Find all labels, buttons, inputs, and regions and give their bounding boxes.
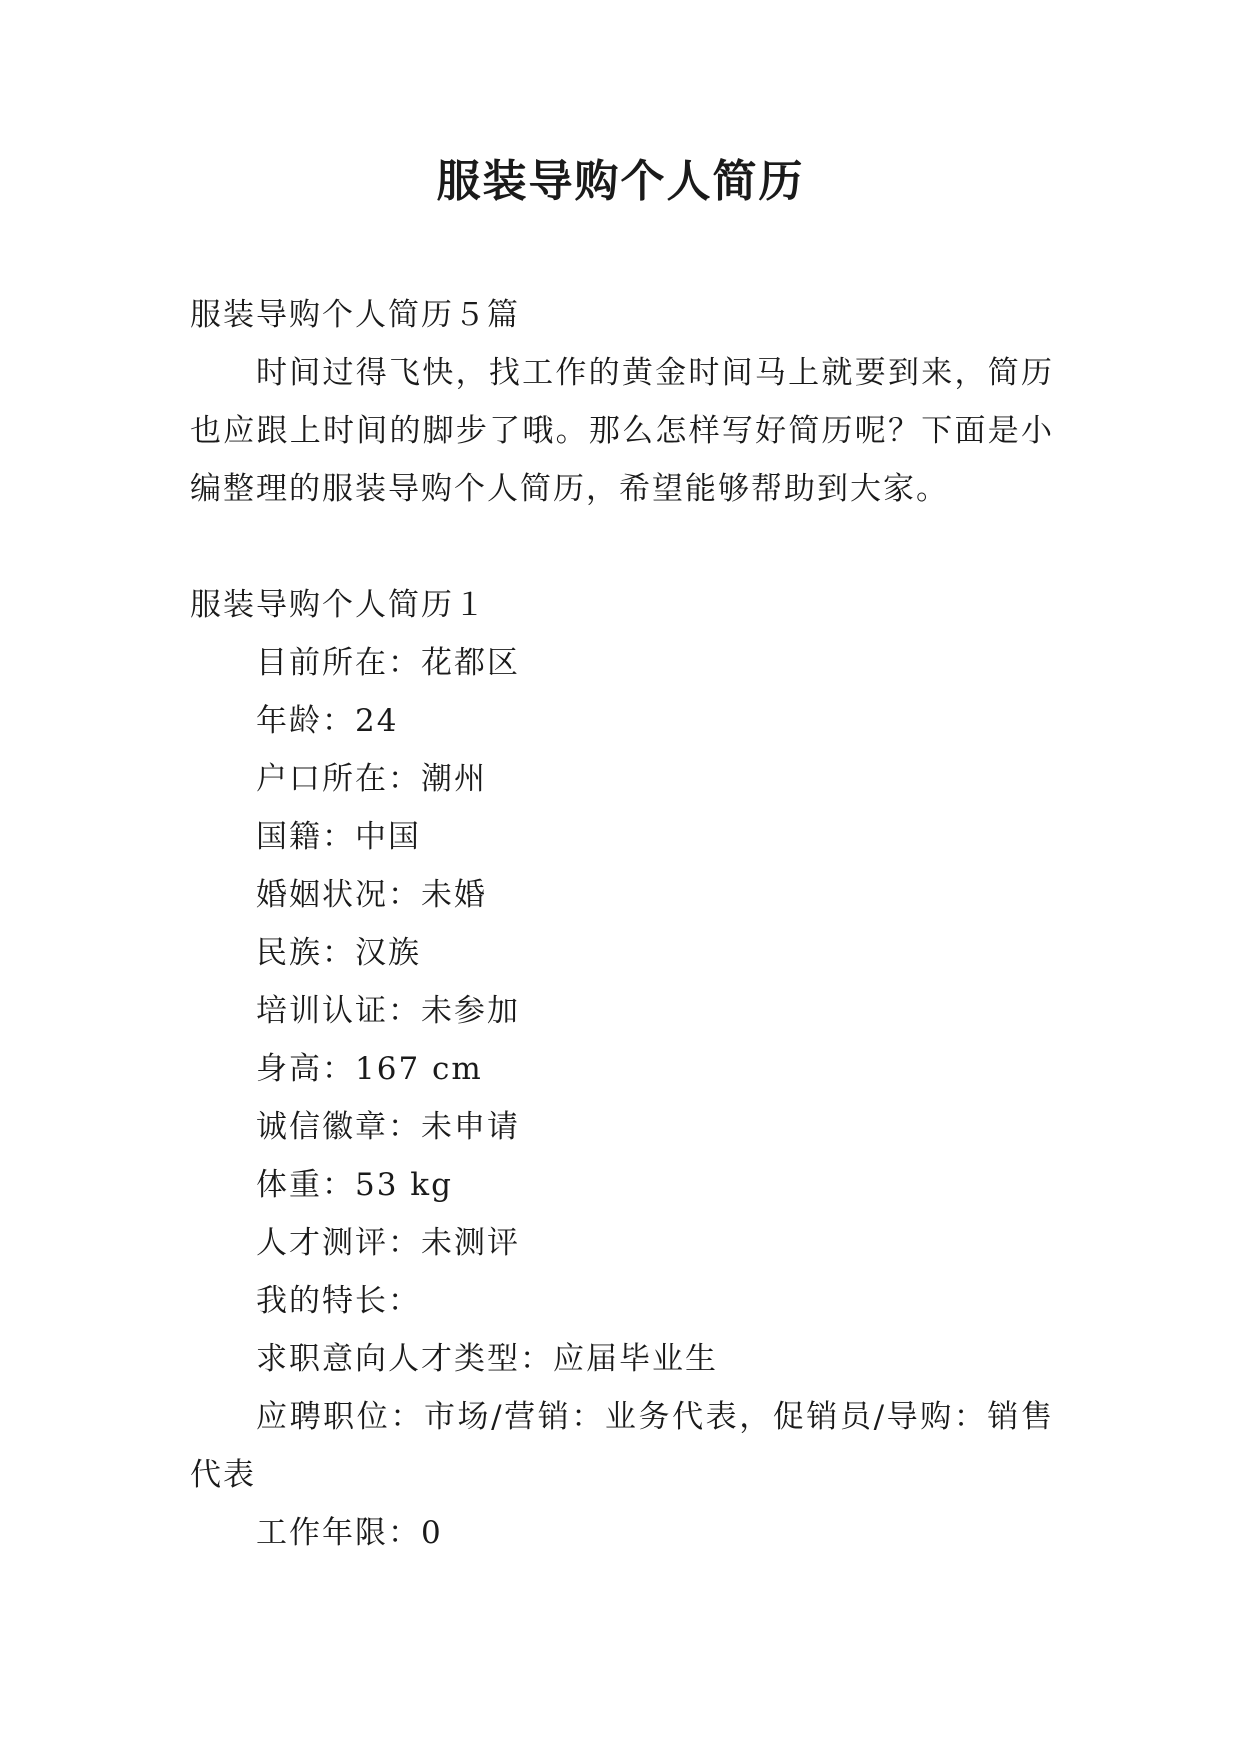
document-subtitle: 服装导购个人简历５篇: [190, 297, 520, 333]
field-integrity-badge: 诚信徽章：未申请: [256, 1109, 520, 1145]
field-position: 应聘职位：市场/营销：业务代表，促销员/导购：销售代表: [190, 1399, 1054, 1493]
document-body: [190, 286, 1054, 1562]
field-location: 目前所在：花都区: [256, 645, 520, 681]
section-heading: 服装导购个人简历１: [190, 587, 487, 623]
field-job-type: 求职意向人才类型：应届毕业生: [256, 1341, 718, 1377]
field-marital-status: 婚姻状况：未婚: [256, 877, 487, 913]
field-nationality: 国籍：中国: [256, 819, 421, 855]
field-certification: 培训认证：未参加: [256, 993, 520, 1029]
field-height: 身高：167 cm: [256, 1051, 483, 1087]
document-title: 服装导购个人简历: [436, 156, 805, 207]
field-ethnicity: 民族：汉族: [256, 935, 421, 971]
field-hukou: 户口所在：潮州: [256, 761, 487, 797]
intro-paragraph: 时间过得飞快，找工作的黄金时间马上就要到来，简历也应跟上时间的脚步了哦。那么怎样写好简历呢？下面是小编整理的服装导购个人简历，希望能够帮助到大家。: [190, 355, 1054, 507]
paragraph-spacer: [190, 518, 1054, 576]
field-specialty: 我的特长：: [256, 1283, 421, 1319]
field-age: 年龄：24: [256, 703, 399, 739]
field-work-years: 工作年限：0: [256, 1515, 443, 1551]
field-weight: 体重：53 kg: [256, 1167, 453, 1203]
field-talent-assessment: 人才测评：未测评: [256, 1225, 520, 1261]
